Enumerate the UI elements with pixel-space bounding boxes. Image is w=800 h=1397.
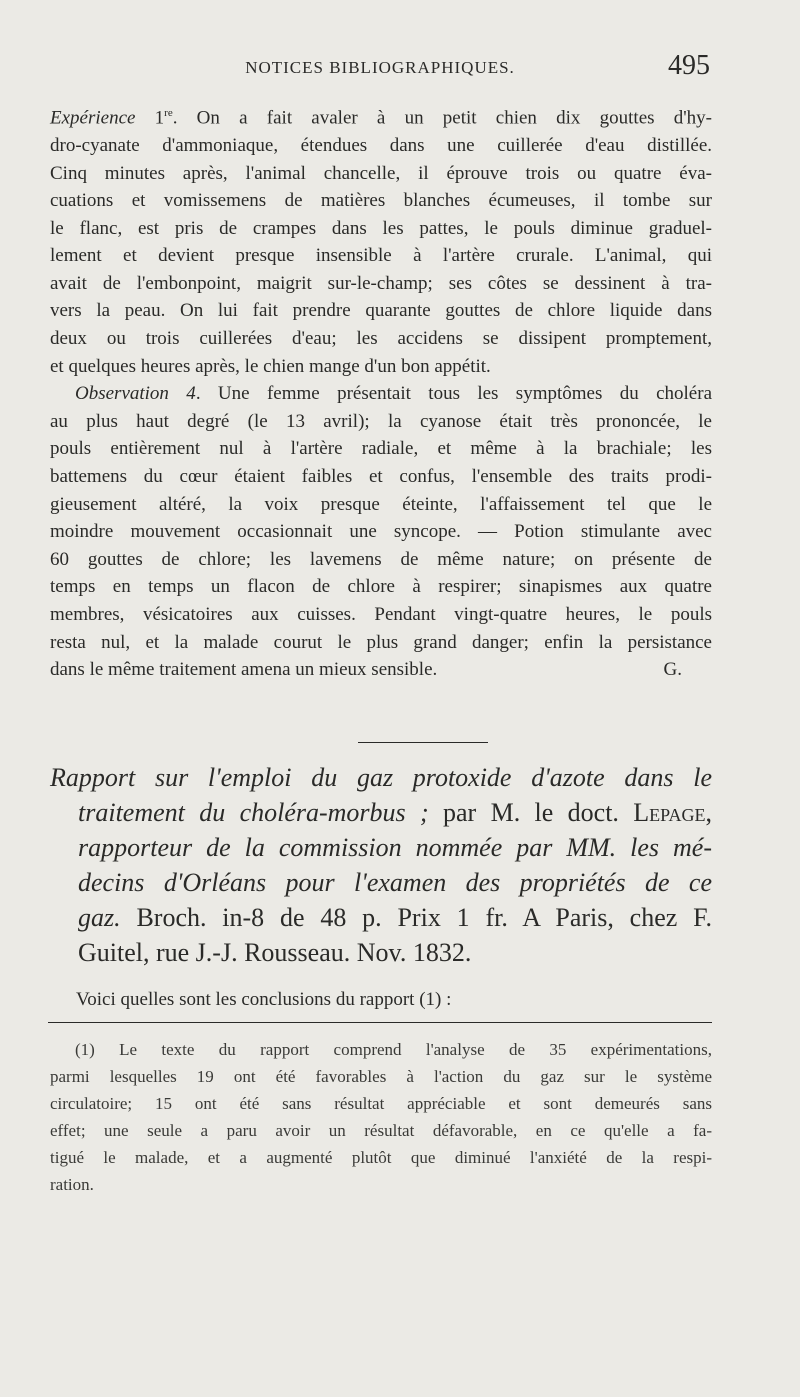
biblio-line: rapporteur de la commission nommée par MM. les mé- xyxy=(78,833,712,862)
text-line: au plus haut degré (le 13 avril); la cyanose était très prononcée, le xyxy=(50,410,712,432)
biblio-line: Rapport sur l'emploi du gaz protoxide d'azote dans le xyxy=(50,763,712,792)
footnote-line: effet; une seule a paru avoir un résultat défavorable, en ce qu'elle a fa- xyxy=(50,1121,712,1140)
experience-label: Expérience xyxy=(50,107,136,129)
text-line xyxy=(50,380,712,408)
bibliographic-entry xyxy=(50,760,712,970)
text-line: 60 gouttes de chlore; les lavemens de même nature; on présente de xyxy=(50,548,712,570)
text-line: battemens du cœur étaient faibles et confus, l'ensemble des traits prodi- xyxy=(50,466,712,488)
text-line: lement et devient presque insensible à l'artère crurale. L'animal, qui xyxy=(50,245,712,267)
text-line: moindre mouvement occasionnait une syncope. — Potion stimulante avec xyxy=(50,521,712,543)
text-line: gieusement altéré, la voix presque éteinte, l'affaissement tel que le xyxy=(50,493,712,515)
text-line: dro-cyanate d'ammoniaque, étendues dans une cuillerée d'eau distillée. xyxy=(50,134,712,156)
experience-number: 1 xyxy=(154,107,165,129)
text-line: deux ou trois cuillerées d'eau; les accidens se dissipent promptement, xyxy=(50,328,712,350)
footnote-line: parmi lesquelles 19 ont été favorables à l'action du gaz sur le système xyxy=(50,1067,712,1086)
text-line: temps en temps un flacon de chlore à respirer; sinapismes aux quatre xyxy=(50,576,712,598)
signature: G. xyxy=(663,659,682,681)
main-text xyxy=(50,100,712,684)
biblio-italic: traitement du choléra-morbus ; xyxy=(78,798,429,827)
last-line: dans le même traitement amena un mieux sensible. xyxy=(50,659,438,681)
observation-label: Observation 4 xyxy=(75,383,196,405)
footnote-divider xyxy=(48,1022,712,1023)
biblio-line xyxy=(78,795,712,830)
biblio-italic: gaz. xyxy=(78,903,121,932)
biblio-line xyxy=(78,900,712,935)
text-line xyxy=(50,100,712,132)
biblio-text: par M. le doct. xyxy=(428,798,634,827)
running-title: NOTICES BIBLIOGRAPHIQUES. xyxy=(245,58,515,77)
experience-superscript: re xyxy=(164,107,173,119)
conclusions-intro: Voici quelles sont les conclusions du rapport (1) : xyxy=(76,989,452,1010)
page-number: 495 xyxy=(668,50,710,81)
text-line: resta nul, et la malade courut le plus grand danger; enfin la persistance xyxy=(50,631,712,653)
observation-line-rest: . Une femme présentait tous les symptômes du choléra xyxy=(195,383,712,405)
biblio-author: Lepage, xyxy=(633,798,712,827)
text-line: membres, vésicatoires aux cuisses. Pendant vingt-quatre heures, le pouls xyxy=(50,604,712,626)
text-line: avait de l'embonpoint, maigrit sur-le-champ; ses côtes se dessinent à tra- xyxy=(50,272,712,294)
text-line: Cinq minutes après, l'animal chancelle, il éprouve trois ou quatre éva- xyxy=(50,162,712,184)
text-line: le flanc, est pris de crampes dans les pattes, le pouls diminue graduel- xyxy=(50,217,712,239)
footnote-line: ration. xyxy=(50,1175,94,1194)
text-line: et quelques heures après, le chien mange d'un bon appétit. xyxy=(50,355,491,377)
footnote-line: (1) Le texte du rapport comprend l'analyse de 35 expérimentations, xyxy=(75,1040,712,1059)
section-divider xyxy=(358,742,488,743)
footnote xyxy=(50,1036,712,1198)
biblio-line: Guitel, rue J.-J. Rousseau. Nov. 1832. xyxy=(78,938,472,967)
footnote-line: circulatoire; 15 ont été sans résultat appréciable et sont demeurés sans xyxy=(50,1094,712,1113)
biblio-line: decins d'Orléans pour l'examen des propriétés de ce xyxy=(78,868,712,897)
text-line xyxy=(50,656,712,684)
footnote-line: tigué le malade, et a augmenté plutôt que diminué l'anxiété de la respi- xyxy=(50,1148,712,1167)
experience-line-rest: . On a fait avaler à un petit chien dix gouttes d'hy- xyxy=(172,107,712,129)
text-line: vers la peau. On lui fait prendre quarante gouttes de chlore liquide dans xyxy=(50,300,712,322)
text-line: cuations et vomissemens de matières blanches écumeuses, il tombe sur xyxy=(50,190,712,212)
text-line: pouls entièrement nul à l'artère radiale, et même à la brachiale; les xyxy=(50,438,712,460)
biblio-text: Broch. in-8 de 48 p. Prix 1 fr. A Paris, chez F. xyxy=(120,903,712,932)
